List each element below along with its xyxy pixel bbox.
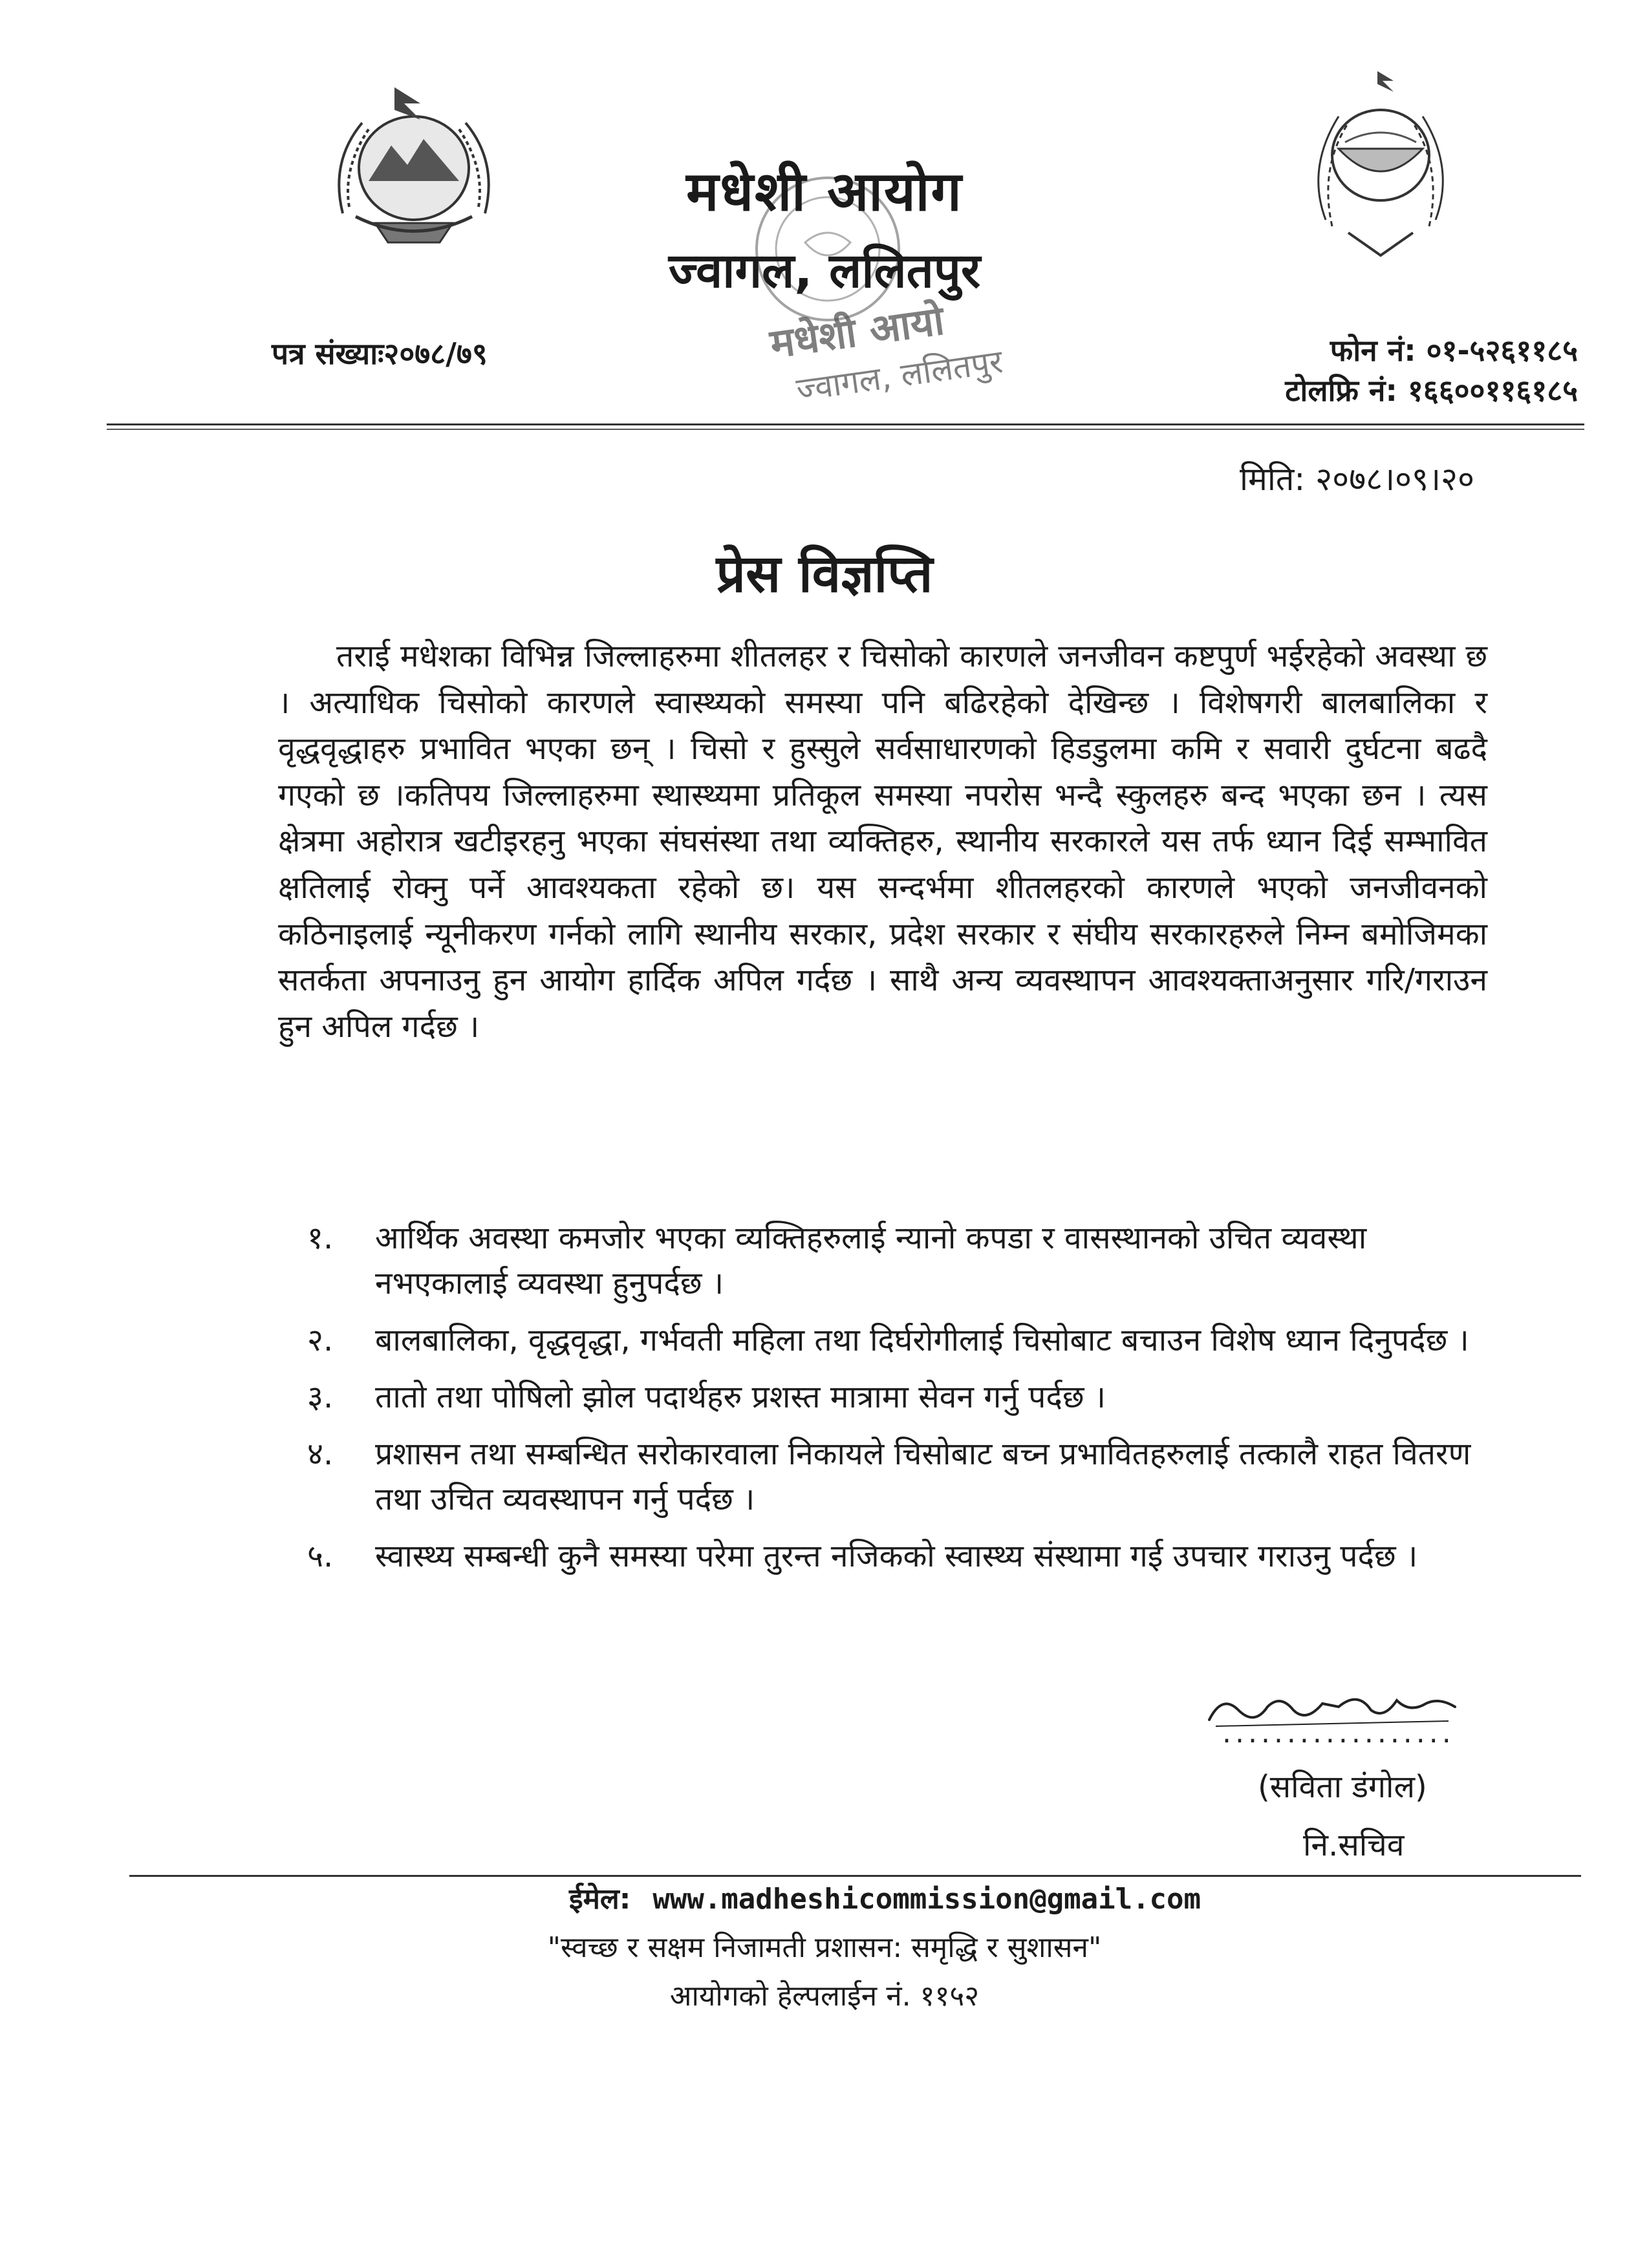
email-address: www.madheshicommission@gmail.com (652, 1883, 1202, 1916)
document-title: प्रेस विज्ञप्ति (716, 544, 933, 604)
footer-divider (129, 1875, 1581, 1877)
list-item (278, 1215, 1494, 1306)
email-label: ईमेल: (569, 1883, 631, 1916)
footer-email-row (569, 1878, 1201, 1917)
list-item-number: ४. (307, 1436, 334, 1472)
phone-number: फोन नं: ०१-५२६११८५ (1330, 333, 1578, 368)
header-divider (107, 423, 1584, 425)
list-item-number: २. (307, 1322, 334, 1358)
list-item-text: आर्थिक अवस्था कमजोर भएका व्यक्तिहरुलाई न्यानो कपडा र वासस्थानको उचित व्यवस्था नभएकालाई व्यवस्था हुनुपर्दछ । (375, 1220, 1367, 1301)
signature-line: .................. (1222, 1717, 1455, 1749)
footer-helpline: आयोगको हेल्पलाईन नं. ११५२ (669, 1980, 980, 2013)
list-item-number: ५. (307, 1538, 334, 1574)
document-date: मिति: २०७८।०९।२० (1240, 460, 1474, 498)
list-item (278, 1431, 1494, 1522)
reference-number: पत्र संख्याः२०७८/७९ (272, 336, 488, 371)
list-item-number: ३. (307, 1379, 334, 1415)
list-item-number: १. (307, 1220, 334, 1256)
list-item (278, 1534, 1494, 1579)
signatory-designation: नि.सचिव (1303, 1827, 1405, 1863)
list-item-text: बालबालिका, वृद्धवृद्धा, गर्भवती महिला तथा दिर्घरोगीलाई चिसोबाट बचाउन विशेष ध्यान दिनुपर्दछ । (375, 1322, 1469, 1358)
footer-slogan: "स्वच्छ र सक्षम निजामती प्रशासन: समृद्धि र सुशासन" (547, 1931, 1102, 1964)
tollfree-number: टोलफ्रि नं: १६६००११६१८५ (1285, 373, 1578, 408)
appeal-points-list (278, 1215, 1494, 1590)
list-item (278, 1375, 1494, 1420)
body-paragraph: तराई मधेशका विभिन्न जिल्लाहरुमा शीतलहर र चिसोको कारणले जनजीवन कष्टपुर्ण भईरहेको अवस्था छ । अत्याधिक चिसोको कारणले स्वास्थ्यको समस्या पनि बढिरहेको देखिन्छ । विशेषगरी बालबालिका र वृद्धवृद्धाहरु प्रभावित भएका छन् । चिसो र हुस्सुले सर्वसाधारणको हिडडुलमा कमि र सवारी दुर्घटना बढदै गएको छ ।कतिपय जिल्लाहरुमा स्थास्थ्यमा प्रतिकूल समस्या नपरोस भन्दै स्कुलहरु बन्द भएका छन । त्यस क्षेत्रमा अहोरात्र खटीइरहनु भएका संघसंस्था तथा व्यक्तिहरु, स्थानीय सरकारले यस तर्फ ध्यान दिई सम्भावित क्षतिलाई रोक्नु पर्ने आवश्यकता रहेको छ। यस सन्दर्भमा शीतलहरको कारणले भएको जनजीवनको कठिनाइलाई न्यूनीकरण गर्नको लागि स्थानीय सरकार, प्रदेश सरकार र संघीय सरकारहरुले निम्न बमोजिमका सतर्कता अपनाउनु हुन आयोग हार्दिक अपिल गर्दछ । साथै अन्य व्यवस्थापन आवश्यक्ताअनुसार गरि/गराउन हुन अपिल गर्दछ । (278, 638, 1487, 1045)
header-divider-secondary (107, 429, 1584, 430)
list-item-text: तातो तथा पोषिलो झोल पदार्थहरु प्रशस्त मात्रामा सेवन गर्नु पर्दछ । (375, 1379, 1106, 1415)
stamp-line-2: ज्वागल, ललितपुर (793, 342, 1006, 409)
list-item-text: स्वास्थ्य सम्बन्धी कुनै समस्या परेमा तुरन्त नजिकको स्वास्थ्य संस्थामा गई उपचार गराउनु पर्दछ । (375, 1538, 1418, 1574)
organization-name: मधेशी आयोग (686, 160, 963, 223)
stamp-line-1: मधेशी आयो (767, 296, 947, 368)
list-item-text: प्रशासन तथा सम्बन्धित सरोकारवाला निकायले चिसोबाट बच्न प्रभावितहरुलाई तत्कालै राहत वितरण तथा उचित व्यवस्थापन गर्नु पर्दछ । (375, 1436, 1471, 1517)
signatory-name: (सविता डंगोल) (1258, 1769, 1427, 1805)
list-item (278, 1318, 1494, 1363)
organization-location: ज्वागल, ललितपुर (668, 243, 981, 299)
